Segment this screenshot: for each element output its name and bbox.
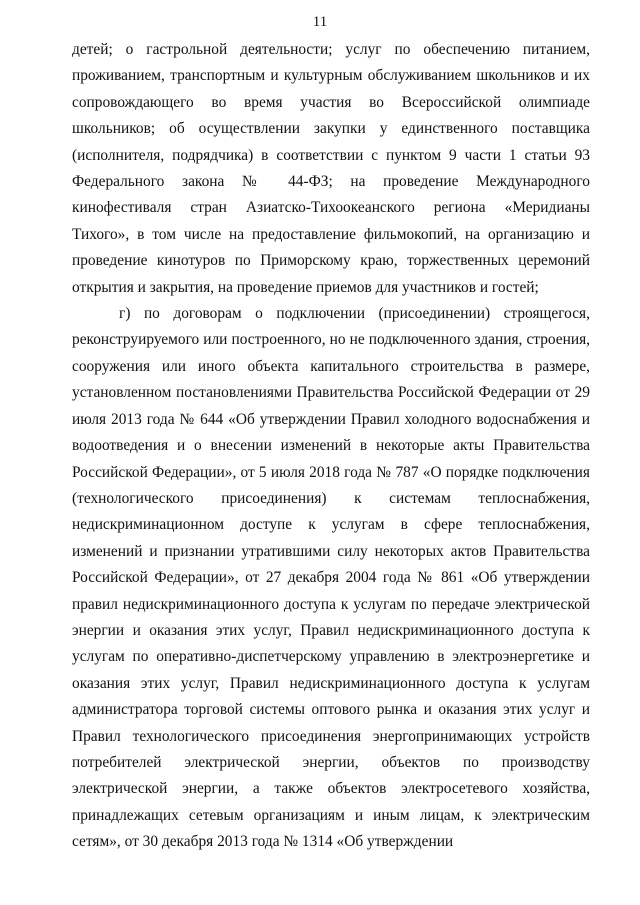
paragraph-continuation: детей; о гастрольной деятельности; услуг по обеспечению питанием, проживанием, транспортным и культурным обслуживанием школьников и их сопровождающего во время участия во Всероссийской олимпиаде школьников; об осуществлении закупки у единственного поставщика (исполнителя, подрядчика) в соответствии с пунктом 9 части 1 статьи 93 Федерального закона № 44-ФЗ; на проведение Международного кинофестиваля стран Азиатско-Тихоокеанского региона «Меридианы Тихого», в том числе на предоставление фильмокопий, на организацию и проведение кинотуров по Приморскому краю, торжественных церемоний открытия и закрытия, на проведение приемов для участников и гостей; (72, 41, 590, 296)
page-number: 11 (312, 14, 328, 30)
paragraph-item-g: г) по договорам о подключении (присоединении) строящегося, реконструируемого или построенного, но не подключенного здания, строения, сооружения или иного объекта капитального строительства в размере, установленном постановлениями Правительства Российской Федерации от 29 июля 2013 года № 644 «Об утверждении Правил холодного водоснабжения и водоотведения и о внесении изменений в некоторые акты Правительства Российской Федерации», от 5 июля 2018 года № 787 «О порядке подключения (технологического присоединения) к системам теплоснабжения, недискриминационном доступе к услугам в сфере теплоснабжения, изменений и признании утратившими силу некоторых актов Правительства Российской Федерации», от 27 декабря 2004 года № 861 «Об утверждении правил недискриминационного доступа к услугам по передаче электрической энергии и оказания этих услуг, Правил недискриминационного доступа к услугам по оперативно-диспетчерскому управлению в электроэнергетике и оказания этих услуг, Правил недискриминационного доступа к услугам администратора торговой системы оптового рынка и оказания этих услуг и Правил технологического присоединения энергопринимающих устройств потребителей электрической энергии, объектов по производству электрической энергии, а также объектов электросетевого хозяйства, принадлежащих сетевым организациям и иным лицам, к электрическим сетям», от 30 декабря 2013 года № 1314 «Об утверждении (72, 305, 590, 851)
document-body (72, 37, 590, 856)
